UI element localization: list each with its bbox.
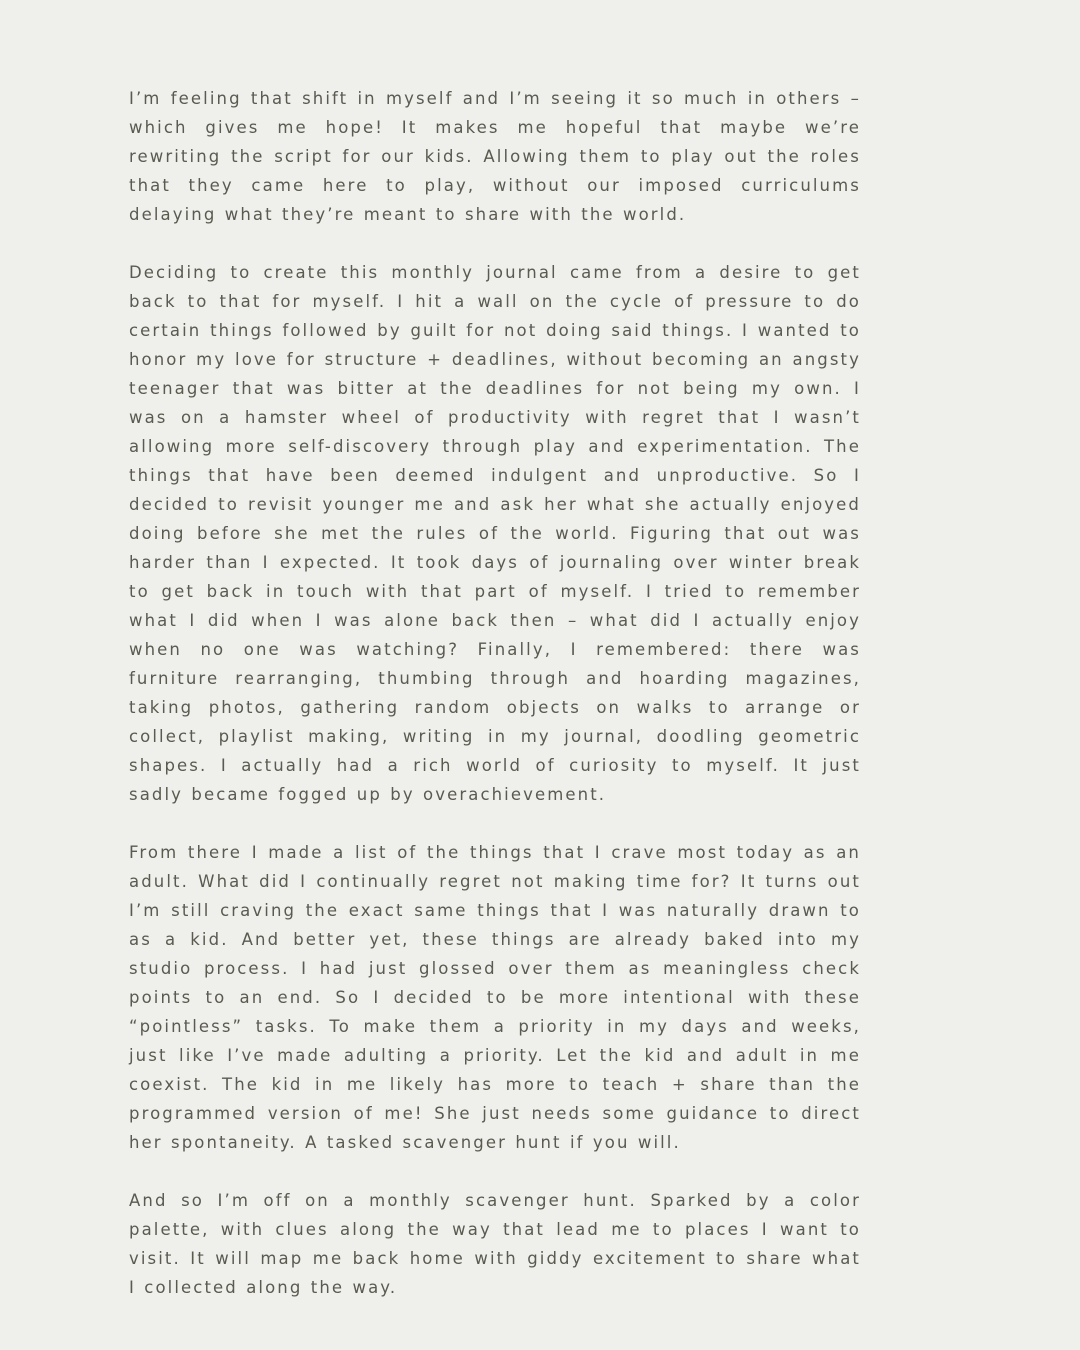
journal-text-block: [129, 84, 861, 1302]
paragraph-1: I’m feeling that shift in myself and I’m seeing it so much in others – which gives me hope! It makes me hopeful that maybe we’re rewriting the script for our kids. Allowing them to play out the roles that they came here to play, without our imposed curriculums delaying what they’re meant to share with the world.: [129, 89, 861, 224]
paragraph-3: From there I made a list of the things that I crave most today as an adult. What did I continually regret not making time for? It turns out I’m still craving the exact same things that I was naturally drawn to as a kid. And better yet, these things are already baked into my studio process. I had just glossed over them as meaningless check points to an end. So I decided to be more intentional with these “pointless” tasks. To make them a priority in my days and weeks, just like I’ve made adulting a priority. Let the kid and adult in me coexist. The kid in me likely has more to teach + share than the programmed version of me! She just needs some guidance to direct her spontaneity. A tasked scavenger hunt if you will.: [129, 843, 861, 1152]
paragraph-2: Deciding to create this monthly journal came from a desire to get back to that for myself. I hit a wall on the cycle of pressure to do certain things followed by guilt for not doing said things. I wanted to honor my love for structure + deadlines, without becoming an angsty teenager that was bitter at the deadlines for not being my own. I was on a hamster wheel of productivity with regret that I wasn’t allowing more self-discovery through play and experimentation. The things that have been deemed indulgent and unproductive. So I decided to revisit younger me and ask her what she actually enjoyed doing before she met the rules of the world. Figuring that out was harder than I expected. It took days of journaling over winter break to get back in touch with that part of myself. I tried to remember what I did when I was alone back then – what did I actually enjoy when no one was watching? Finally, I remembered: there was furniture rearranging, thumbing through and hoarding magazines, taking photos, gathering random objects on walks to arrange or collect, playlist making, writing in my journal, doodling geometric shapes. I actually had a rich world of curiosity to myself. It just sadly became fogged up by overachievement.: [129, 263, 861, 804]
paragraph-4: And so I’m off on a monthly scavenger hunt. Sparked by a color palette, with clues along the way that lead me to places I want to visit. It will map me back home with giddy excitement to share what I collected along the way.: [129, 1191, 861, 1297]
